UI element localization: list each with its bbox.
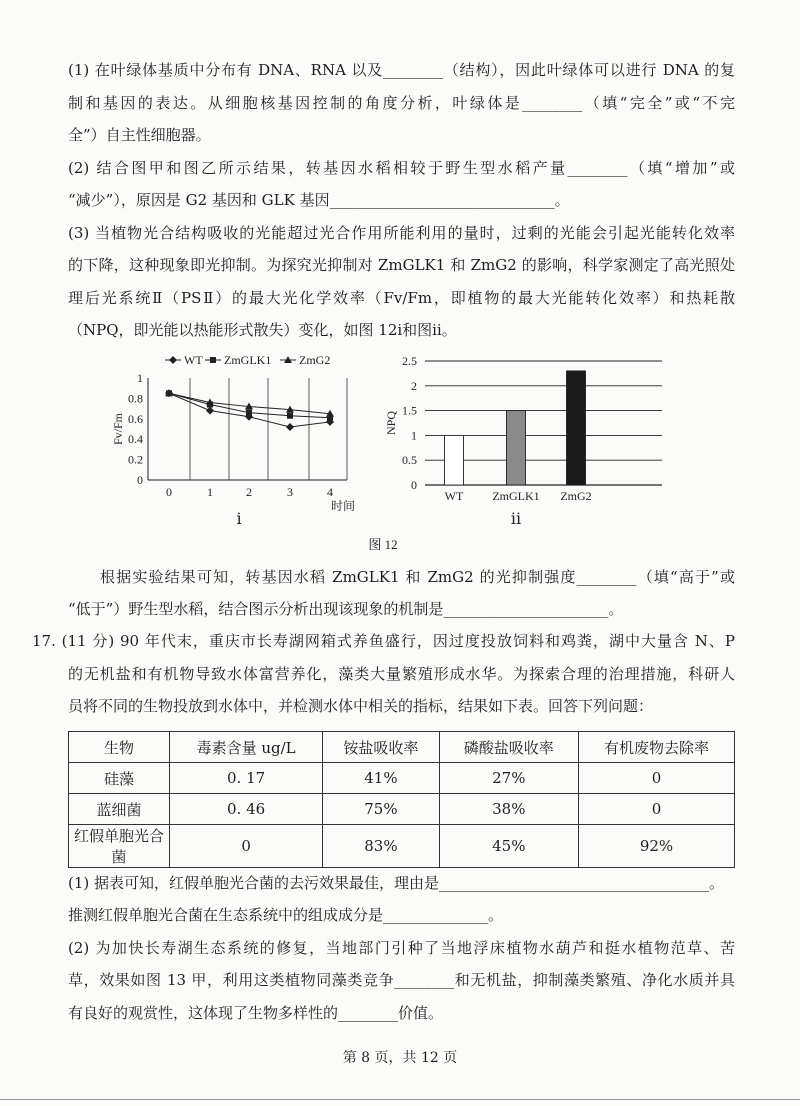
x-tick-label: 1 <box>207 485 213 499</box>
q16-line: (2) 结合图甲和图乙所示结果，转基因水稻相较于野生型水稻产量________（填“增加”或 <box>68 159 735 177</box>
table-header: 有机废物去除率 <box>579 732 735 763</box>
square-marker <box>287 413 293 419</box>
table-cell: 41% <box>323 763 439 794</box>
q16-line: (3) 当植物光合结构吸收的光能超过光合作用所能利用的量时，过剩的光能会引起光能转化效率 <box>68 224 735 242</box>
x-tick-label: ZmGLK1 <box>492 489 540 503</box>
bar-ZmGLK1 <box>507 411 526 485</box>
table-cell: 0 <box>170 825 323 868</box>
y-tick-label: 0.4 <box>128 432 143 447</box>
table-header: 毒素含量 ug/L <box>170 732 323 763</box>
page-number: 第 8 页，共 12 页 <box>342 1050 458 1066</box>
table-cell: 38% <box>439 794 578 825</box>
table-row <box>69 763 735 794</box>
table-cell: 0. 46 <box>170 794 323 825</box>
panel-label: ⅱ <box>510 511 522 528</box>
figure-caption: 图 12 <box>368 537 398 552</box>
table-cell: 92% <box>579 825 735 868</box>
q16-line: 的下降，这种现象即光抑制。为探究光抑制对 ZmGLK1 和 ZmG2 的影响，科学家测定了高光照处 <box>68 256 735 274</box>
q16-line: (1) 在叶绿体基质中分布有 DNA、RNA 以及________（结构），因此叶绿体可以进行 DNA 的复 <box>68 61 735 79</box>
q17-line: 有良好的观赏性，这体现了生物多样性的________价值。 <box>68 1004 444 1022</box>
y-axis-label: NPQ <box>384 410 398 436</box>
line-chart-fvfm <box>111 353 355 528</box>
square-marker <box>246 410 252 416</box>
y-tick-label: 0 <box>137 473 143 487</box>
q16-line: 理后光系统Ⅱ（PSⅡ）的最大光化学效率（Fv/Fm，即植物的最大光能转化效率）和热耗散 <box>68 289 735 307</box>
diamond-marker <box>286 423 294 431</box>
y-tick-label: 1.5 <box>402 403 417 418</box>
table-header-row <box>69 732 735 763</box>
table-header: 生物 <box>69 732 170 763</box>
q17-line: 推测红假单胞光合菌在生态系统中的组成成分是______________。 <box>68 906 504 924</box>
x-tick-label: ZmG2 <box>560 489 592 503</box>
table-cell: 27% <box>439 763 578 794</box>
y-tick-label: 0.2 <box>128 452 143 467</box>
table-cell: 0. 17 <box>170 763 323 794</box>
diamond-marker <box>206 407 214 415</box>
q17-line: (1) 据表可知，红假单胞光合菌的去污效果最佳，理由是____________________________________。 <box>68 874 725 892</box>
y-tick-label: 0.8 <box>128 391 143 406</box>
y-axis-label: Fv/Fm <box>111 412 125 446</box>
y-tick-label: 0.5 <box>402 453 417 468</box>
q17-line: 的无机盐和有机物导致水体富营养化，藻类大量繁殖形成水华。为探索合理的治理措施，科研人 <box>68 665 735 683</box>
y-tick-label: 1 <box>411 428 417 443</box>
bar-ZmG2 <box>567 371 586 485</box>
bar-WT <box>445 435 464 485</box>
y-tick-label: 2 <box>411 378 417 393</box>
square-marker <box>210 357 216 363</box>
table-cell: 0 <box>579 794 735 825</box>
x-tick-label: 3 <box>287 485 293 499</box>
table-cell: 45% <box>439 825 578 868</box>
x-axis-label: 时间 <box>330 499 356 513</box>
q16-line: 根据实验结果可知，转基因水稻 ZmGLK1 和 ZmG2 的光抑制强度________（填“高于”或 <box>100 568 735 586</box>
legend-label: ZmG2 <box>299 353 331 367</box>
table-row <box>69 794 735 825</box>
q17-line: 17. (11 分) 90 年代末，重庆市长寿湖网箱式养鱼盛行，因过度投放饲料和鸡粪，湖中大量含 N、P <box>32 632 735 650</box>
y-tick-label: 0 <box>411 478 417 492</box>
q17-line: (2) 为加快长寿湖生态系统的修复，当地部门引种了当地浮床植物水葫芦和挺水植物范草、苦 <box>68 939 735 957</box>
table-cell: 红假单胞光合菌 <box>69 825 170 868</box>
q17-line: 草，效果如图 13 甲，利用这类植物同藻类竞争________和无机盐，抑制藻类繁殖、净化水质并具 <box>68 971 735 989</box>
y-tick-label: 0.6 <box>128 411 143 426</box>
table-cell: 75% <box>323 794 439 825</box>
x-tick-label: 4 <box>327 485 333 499</box>
bottom-rule <box>0 1099 800 1100</box>
x-tick-label: WT <box>444 489 464 503</box>
legend-label: ZmGLK1 <box>224 353 272 367</box>
q16-line: 制和基因的表达。从细胞核基因控制的角度分析，叶绿体是________（填“完全”或“不完 <box>68 94 735 112</box>
results-table <box>68 731 735 868</box>
table-cell: 硅藻 <box>69 763 170 794</box>
table-header: 磷酸盐吸收率 <box>439 732 578 763</box>
table-cell: 0 <box>579 763 735 794</box>
y-tick-label: 1 <box>137 371 143 385</box>
legend-label: WT <box>184 353 203 367</box>
table-cell: 蓝细菌 <box>69 794 170 825</box>
bar-chart-npq <box>384 354 662 528</box>
table-cell: 83% <box>323 825 439 868</box>
table-header: 铵盐吸收率 <box>323 732 439 763</box>
y-tick-label: 2.5 <box>402 354 417 368</box>
q17-line: 员将不同的生物投放到水体中，并检测水体中相关的指标，结果如下表。回答下列问题： <box>68 697 654 715</box>
q16-line: 全”）自主性细胞器。 <box>68 126 211 144</box>
panel-label: ⅰ <box>236 511 242 528</box>
table-row <box>69 825 735 868</box>
q16-line: “低于”）野生型水稻，结合图示分析出现该现象的机制是______________________。 <box>68 600 624 618</box>
x-tick-label: 2 <box>246 485 252 499</box>
q16-line: “减少”），原因是 G2 基因和 GLK 基因______________________________。 <box>68 191 570 209</box>
q16-line: （NPQ，即光能以热能形式散失）变化，如图 12ⅰ和图ⅱ。 <box>68 321 457 339</box>
x-tick-label: 0 <box>166 485 172 499</box>
diamond-marker <box>169 356 177 364</box>
